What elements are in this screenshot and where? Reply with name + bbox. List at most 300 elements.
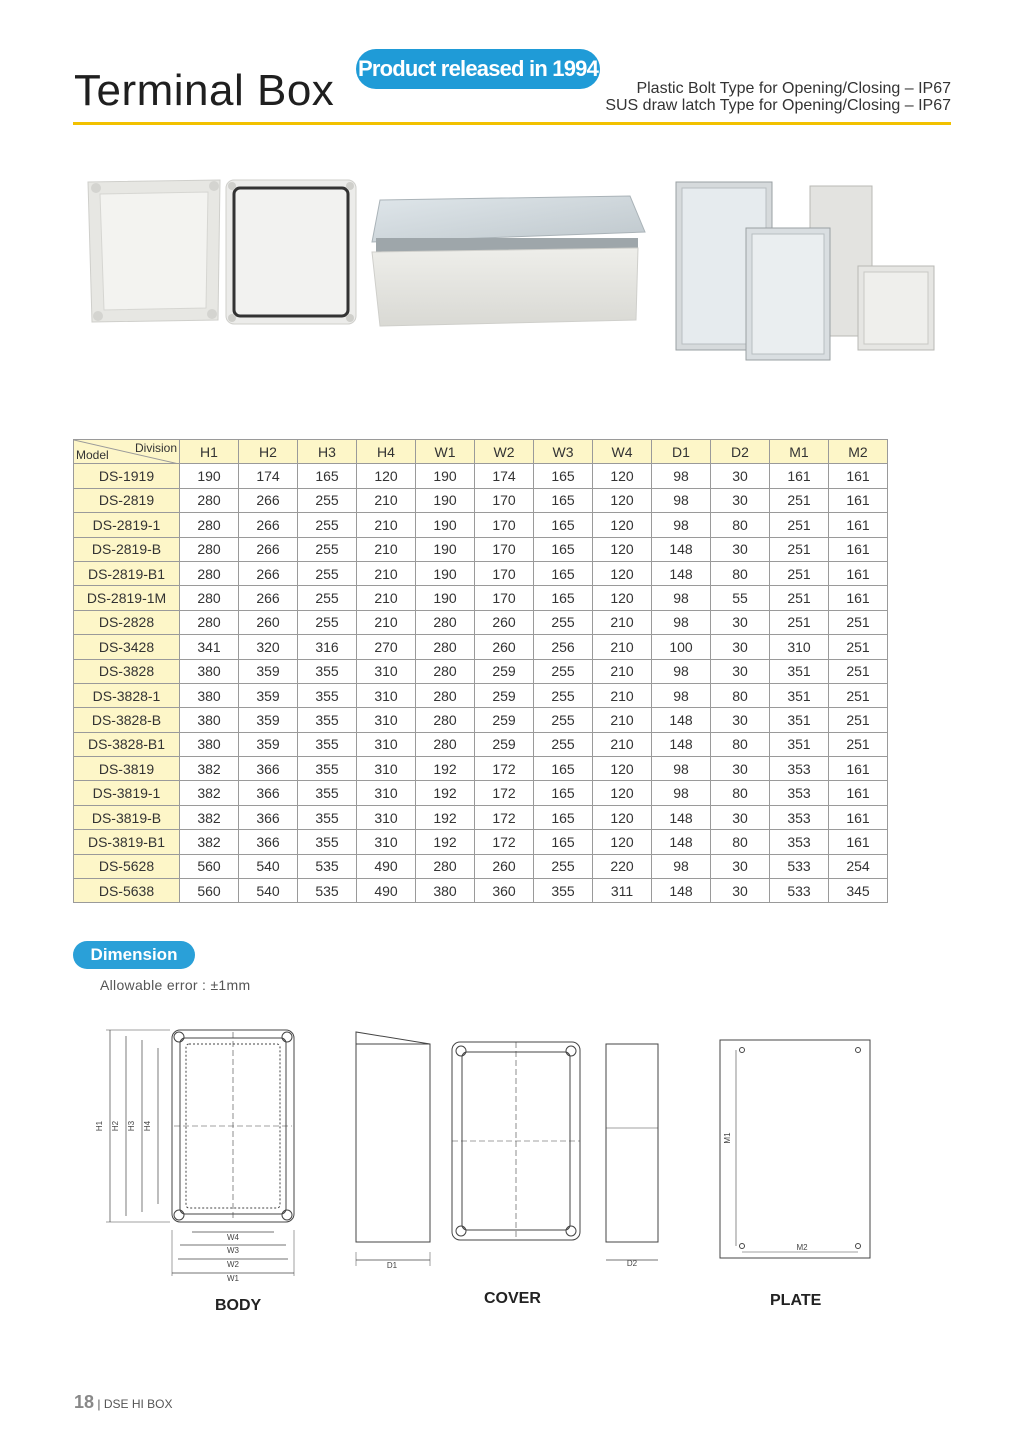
value-cell: 366 bbox=[239, 830, 298, 854]
value-cell: 266 bbox=[239, 537, 298, 561]
model-cell: DS-3819 bbox=[74, 757, 180, 781]
value-cell: 259 bbox=[475, 659, 534, 683]
value-cell: 251 bbox=[770, 513, 829, 537]
open-box-photo bbox=[88, 180, 220, 322]
value-cell: 120 bbox=[593, 781, 652, 805]
value-cell: 210 bbox=[357, 561, 416, 585]
value-cell: 560 bbox=[180, 854, 239, 878]
w4-label: W4 bbox=[227, 1233, 239, 1242]
value-cell: 351 bbox=[770, 683, 829, 707]
plate-drawing bbox=[720, 1040, 870, 1258]
value-cell: 251 bbox=[829, 635, 888, 659]
value-cell: 161 bbox=[829, 537, 888, 561]
value-cell: 280 bbox=[416, 610, 475, 634]
value-cell: 210 bbox=[357, 586, 416, 610]
product-photos bbox=[70, 170, 940, 390]
value-cell: 80 bbox=[711, 781, 770, 805]
value-cell: 120 bbox=[593, 805, 652, 829]
body-drawing bbox=[95, 1030, 294, 1283]
value-cell: 161 bbox=[829, 586, 888, 610]
value-cell: 161 bbox=[829, 757, 888, 781]
value-cell: 310 bbox=[770, 635, 829, 659]
col-header: H2 bbox=[239, 440, 298, 464]
value-cell: 380 bbox=[180, 732, 239, 756]
value-cell: 310 bbox=[357, 708, 416, 732]
w3-label: W3 bbox=[227, 1246, 239, 1255]
value-cell: 316 bbox=[298, 635, 357, 659]
model-cell: DS-3828-B bbox=[74, 708, 180, 732]
value-cell: 355 bbox=[298, 757, 357, 781]
page-title: Terminal Box bbox=[74, 66, 335, 115]
value-cell: 251 bbox=[829, 708, 888, 732]
value-cell: 80 bbox=[711, 561, 770, 585]
value-cell: 30 bbox=[711, 488, 770, 512]
table-row bbox=[74, 513, 888, 537]
table-row bbox=[74, 537, 888, 561]
table-row bbox=[74, 586, 888, 610]
table-row bbox=[74, 879, 888, 903]
value-cell: 310 bbox=[357, 732, 416, 756]
value-cell: 161 bbox=[829, 830, 888, 854]
value-cell: 30 bbox=[711, 757, 770, 781]
footer-brand: | DSE HI BOX bbox=[97, 1397, 173, 1411]
col-header: H1 bbox=[180, 440, 239, 464]
value-cell: 353 bbox=[770, 781, 829, 805]
h3-label: H3 bbox=[127, 1120, 136, 1132]
corner-model-label: Model bbox=[76, 448, 109, 463]
subtitle-block bbox=[605, 80, 951, 114]
model-cell: DS-3828-1 bbox=[74, 683, 180, 707]
value-cell: 170 bbox=[475, 561, 534, 585]
value-cell: 256 bbox=[534, 635, 593, 659]
value-cell: 165 bbox=[534, 757, 593, 781]
value-cell: 254 bbox=[829, 854, 888, 878]
value-cell: 251 bbox=[829, 659, 888, 683]
value-cell: 98 bbox=[652, 659, 711, 683]
value-cell: 161 bbox=[829, 488, 888, 512]
value-cell: 161 bbox=[829, 805, 888, 829]
value-cell: 190 bbox=[180, 464, 239, 488]
h2-label: H2 bbox=[111, 1120, 120, 1132]
value-cell: 190 bbox=[416, 513, 475, 537]
value-cell: 310 bbox=[357, 757, 416, 781]
value-cell: 80 bbox=[711, 683, 770, 707]
value-cell: 251 bbox=[770, 561, 829, 585]
page-number: 18 bbox=[74, 1392, 95, 1412]
value-cell: 359 bbox=[239, 732, 298, 756]
table-body bbox=[74, 464, 888, 903]
model-cell: DS-3819-B1 bbox=[74, 830, 180, 854]
value-cell: 210 bbox=[357, 513, 416, 537]
cover-front-drawing bbox=[452, 1042, 580, 1240]
value-cell: 255 bbox=[298, 537, 357, 561]
value-cell: 260 bbox=[239, 610, 298, 634]
value-cell: 311 bbox=[593, 879, 652, 903]
value-cell: 172 bbox=[475, 757, 534, 781]
model-cell: DS-5638 bbox=[74, 879, 180, 903]
model-cell: DS-2828 bbox=[74, 610, 180, 634]
value-cell: 280 bbox=[416, 854, 475, 878]
value-cell: 251 bbox=[770, 586, 829, 610]
value-cell: 490 bbox=[357, 879, 416, 903]
table-row bbox=[74, 635, 888, 659]
value-cell: 310 bbox=[357, 830, 416, 854]
value-cell: 165 bbox=[534, 513, 593, 537]
value-cell: 190 bbox=[416, 488, 475, 512]
plate-caption: PLATE bbox=[770, 1292, 822, 1309]
value-cell: 345 bbox=[829, 879, 888, 903]
spec-table bbox=[73, 439, 888, 903]
value-cell: 55 bbox=[711, 586, 770, 610]
value-cell: 98 bbox=[652, 683, 711, 707]
value-cell: 251 bbox=[829, 683, 888, 707]
dimension-drawings bbox=[80, 1018, 900, 1308]
value-cell: 148 bbox=[652, 561, 711, 585]
model-cell: DS-2819-1M bbox=[74, 586, 180, 610]
value-cell: 98 bbox=[652, 854, 711, 878]
value-cell: 172 bbox=[475, 830, 534, 854]
table-row bbox=[74, 464, 888, 488]
table-row bbox=[74, 488, 888, 512]
value-cell: 380 bbox=[180, 659, 239, 683]
cover-photo bbox=[226, 180, 356, 324]
value-cell: 266 bbox=[239, 488, 298, 512]
value-cell: 30 bbox=[711, 708, 770, 732]
value-cell: 351 bbox=[770, 708, 829, 732]
value-cell: 190 bbox=[416, 561, 475, 585]
value-cell: 251 bbox=[770, 610, 829, 634]
col-header: H3 bbox=[298, 440, 357, 464]
value-cell: 210 bbox=[357, 610, 416, 634]
value-cell: 192 bbox=[416, 757, 475, 781]
value-cell: 266 bbox=[239, 586, 298, 610]
col-header: W2 bbox=[475, 440, 534, 464]
value-cell: 535 bbox=[298, 879, 357, 903]
m2-label: M2 bbox=[796, 1243, 808, 1252]
value-cell: 359 bbox=[239, 683, 298, 707]
model-cell: DS-3819-1 bbox=[74, 781, 180, 805]
value-cell: 351 bbox=[770, 659, 829, 683]
value-cell: 255 bbox=[298, 586, 357, 610]
cover-caption: COVER bbox=[484, 1290, 541, 1307]
value-cell: 533 bbox=[770, 879, 829, 903]
value-cell: 260 bbox=[475, 854, 534, 878]
header-rule bbox=[73, 122, 951, 125]
value-cell: 260 bbox=[475, 610, 534, 634]
value-cell: 165 bbox=[534, 561, 593, 585]
value-cell: 170 bbox=[475, 586, 534, 610]
subtitle-line-2: SUS draw latch Type for Opening/Closing – IP67 bbox=[605, 97, 951, 114]
value-cell: 98 bbox=[652, 610, 711, 634]
value-cell: 280 bbox=[180, 488, 239, 512]
value-cell: 174 bbox=[239, 464, 298, 488]
value-cell: 148 bbox=[652, 537, 711, 561]
col-header: W1 bbox=[416, 440, 475, 464]
value-cell: 220 bbox=[593, 854, 652, 878]
value-cell: 210 bbox=[593, 610, 652, 634]
col-header: M2 bbox=[829, 440, 888, 464]
value-cell: 355 bbox=[298, 683, 357, 707]
table-row bbox=[74, 708, 888, 732]
value-cell: 98 bbox=[652, 464, 711, 488]
value-cell: 148 bbox=[652, 708, 711, 732]
value-cell: 259 bbox=[475, 683, 534, 707]
value-cell: 341 bbox=[180, 635, 239, 659]
value-cell: 210 bbox=[593, 708, 652, 732]
value-cell: 251 bbox=[770, 537, 829, 561]
value-cell: 120 bbox=[357, 464, 416, 488]
value-cell: 172 bbox=[475, 805, 534, 829]
value-cell: 351 bbox=[770, 732, 829, 756]
value-cell: 30 bbox=[711, 659, 770, 683]
value-cell: 266 bbox=[239, 513, 298, 537]
allowable-error: Allowable error : ±1mm bbox=[100, 977, 251, 993]
value-cell: 30 bbox=[711, 537, 770, 561]
subtitle-line-1: Plastic Bolt Type for Opening/Closing – IP67 bbox=[636, 80, 951, 97]
value-cell: 98 bbox=[652, 488, 711, 512]
cover-side2-drawing bbox=[606, 1044, 658, 1268]
value-cell: 161 bbox=[829, 464, 888, 488]
value-cell: 98 bbox=[652, 781, 711, 805]
table-row bbox=[74, 781, 888, 805]
value-cell: 148 bbox=[652, 732, 711, 756]
value-cell: 353 bbox=[770, 830, 829, 854]
value-cell: 255 bbox=[298, 561, 357, 585]
w1-label: W1 bbox=[227, 1274, 239, 1283]
value-cell: 120 bbox=[593, 561, 652, 585]
d1-label: D1 bbox=[386, 1261, 398, 1270]
value-cell: 280 bbox=[416, 732, 475, 756]
value-cell: 266 bbox=[239, 561, 298, 585]
value-cell: 251 bbox=[829, 610, 888, 634]
value-cell: 355 bbox=[298, 708, 357, 732]
model-cell: DS-2819-B bbox=[74, 537, 180, 561]
h1-label: H1 bbox=[95, 1120, 104, 1132]
col-header: W4 bbox=[593, 440, 652, 464]
value-cell: 490 bbox=[357, 854, 416, 878]
value-cell: 30 bbox=[711, 879, 770, 903]
table-corner-cell bbox=[74, 440, 180, 464]
value-cell: 165 bbox=[534, 830, 593, 854]
value-cell: 120 bbox=[593, 830, 652, 854]
value-cell: 190 bbox=[416, 586, 475, 610]
value-cell: 165 bbox=[534, 805, 593, 829]
value-cell: 540 bbox=[239, 879, 298, 903]
value-cell: 120 bbox=[593, 586, 652, 610]
value-cell: 172 bbox=[475, 781, 534, 805]
table-row bbox=[74, 757, 888, 781]
value-cell: 100 bbox=[652, 635, 711, 659]
table-row bbox=[74, 805, 888, 829]
value-cell: 560 bbox=[180, 879, 239, 903]
value-cell: 251 bbox=[829, 732, 888, 756]
value-cell: 380 bbox=[416, 879, 475, 903]
col-header: W3 bbox=[534, 440, 593, 464]
value-cell: 161 bbox=[829, 561, 888, 585]
m1-label: M1 bbox=[723, 1132, 732, 1144]
value-cell: 30 bbox=[711, 805, 770, 829]
value-cell: 359 bbox=[239, 708, 298, 732]
model-cell: DS-2819 bbox=[74, 488, 180, 512]
value-cell: 80 bbox=[711, 732, 770, 756]
value-cell: 98 bbox=[652, 586, 711, 610]
value-cell: 161 bbox=[829, 781, 888, 805]
value-cell: 161 bbox=[829, 513, 888, 537]
value-cell: 120 bbox=[593, 537, 652, 561]
value-cell: 165 bbox=[534, 537, 593, 561]
model-cell: DS-3828 bbox=[74, 659, 180, 683]
value-cell: 255 bbox=[534, 659, 593, 683]
model-cell: DS-3428 bbox=[74, 635, 180, 659]
value-cell: 255 bbox=[298, 488, 357, 512]
value-cell: 210 bbox=[357, 488, 416, 512]
value-cell: 382 bbox=[180, 830, 239, 854]
value-cell: 192 bbox=[416, 805, 475, 829]
value-cell: 255 bbox=[534, 732, 593, 756]
table-row bbox=[74, 683, 888, 707]
table-row bbox=[74, 659, 888, 683]
value-cell: 382 bbox=[180, 781, 239, 805]
value-cell: 170 bbox=[475, 513, 534, 537]
value-cell: 98 bbox=[652, 513, 711, 537]
value-cell: 255 bbox=[534, 683, 593, 707]
value-cell: 120 bbox=[593, 464, 652, 488]
value-cell: 30 bbox=[711, 610, 770, 634]
value-cell: 270 bbox=[357, 635, 416, 659]
value-cell: 535 bbox=[298, 854, 357, 878]
value-cell: 310 bbox=[357, 805, 416, 829]
box-group-photo bbox=[676, 182, 934, 360]
value-cell: 359 bbox=[239, 659, 298, 683]
model-cell: DS-2819-B1 bbox=[74, 561, 180, 585]
value-cell: 148 bbox=[652, 830, 711, 854]
value-cell: 355 bbox=[298, 830, 357, 854]
value-cell: 366 bbox=[239, 781, 298, 805]
h4-label: H4 bbox=[143, 1120, 152, 1132]
table-row bbox=[74, 830, 888, 854]
value-cell: 120 bbox=[593, 513, 652, 537]
value-cell: 280 bbox=[180, 561, 239, 585]
value-cell: 310 bbox=[357, 659, 416, 683]
value-cell: 366 bbox=[239, 805, 298, 829]
corner-division-label: Division bbox=[134, 441, 177, 455]
value-cell: 161 bbox=[770, 464, 829, 488]
table-row bbox=[74, 561, 888, 585]
value-cell: 280 bbox=[416, 659, 475, 683]
value-cell: 170 bbox=[475, 488, 534, 512]
value-cell: 380 bbox=[180, 683, 239, 707]
model-cell: DS-3828-B1 bbox=[74, 732, 180, 756]
value-cell: 280 bbox=[416, 683, 475, 707]
value-cell: 255 bbox=[298, 513, 357, 537]
value-cell: 255 bbox=[298, 610, 357, 634]
value-cell: 210 bbox=[357, 537, 416, 561]
value-cell: 120 bbox=[593, 488, 652, 512]
table-row bbox=[74, 854, 888, 878]
value-cell: 280 bbox=[180, 586, 239, 610]
value-cell: 98 bbox=[652, 757, 711, 781]
value-cell: 255 bbox=[534, 854, 593, 878]
value-cell: 355 bbox=[298, 805, 357, 829]
value-cell: 165 bbox=[298, 464, 357, 488]
value-cell: 174 bbox=[475, 464, 534, 488]
value-cell: 192 bbox=[416, 830, 475, 854]
value-cell: 380 bbox=[180, 708, 239, 732]
value-cell: 148 bbox=[652, 805, 711, 829]
value-cell: 540 bbox=[239, 854, 298, 878]
value-cell: 165 bbox=[534, 464, 593, 488]
value-cell: 148 bbox=[652, 879, 711, 903]
dimension-badge: Dimension bbox=[73, 941, 195, 969]
value-cell: 30 bbox=[711, 464, 770, 488]
value-cell: 310 bbox=[357, 781, 416, 805]
value-cell: 353 bbox=[770, 805, 829, 829]
value-cell: 382 bbox=[180, 757, 239, 781]
col-header: M1 bbox=[770, 440, 829, 464]
value-cell: 120 bbox=[593, 757, 652, 781]
value-cell: 192 bbox=[416, 781, 475, 805]
value-cell: 190 bbox=[416, 464, 475, 488]
model-cell: DS-5628 bbox=[74, 854, 180, 878]
value-cell: 30 bbox=[711, 854, 770, 878]
d2-label: D2 bbox=[626, 1259, 638, 1268]
value-cell: 259 bbox=[475, 708, 534, 732]
w2-label: W2 bbox=[227, 1260, 239, 1269]
model-cell: DS-1919 bbox=[74, 464, 180, 488]
table-header-row bbox=[74, 440, 888, 464]
value-cell: 280 bbox=[416, 708, 475, 732]
value-cell: 280 bbox=[180, 513, 239, 537]
value-cell: 80 bbox=[711, 830, 770, 854]
cover-side-drawing bbox=[356, 1032, 430, 1270]
value-cell: 80 bbox=[711, 513, 770, 537]
page-footer bbox=[74, 1392, 173, 1413]
value-cell: 210 bbox=[593, 732, 652, 756]
col-header: H4 bbox=[357, 440, 416, 464]
value-cell: 170 bbox=[475, 537, 534, 561]
value-cell: 355 bbox=[298, 781, 357, 805]
value-cell: 366 bbox=[239, 757, 298, 781]
value-cell: 210 bbox=[593, 659, 652, 683]
body-caption: BODY bbox=[215, 1297, 262, 1314]
clear-lid-box-photo bbox=[372, 196, 645, 326]
value-cell: 259 bbox=[475, 732, 534, 756]
value-cell: 260 bbox=[475, 635, 534, 659]
value-cell: 280 bbox=[416, 635, 475, 659]
value-cell: 280 bbox=[180, 537, 239, 561]
value-cell: 320 bbox=[239, 635, 298, 659]
value-cell: 210 bbox=[593, 635, 652, 659]
value-cell: 30 bbox=[711, 635, 770, 659]
model-cell: DS-2819-1 bbox=[74, 513, 180, 537]
value-cell: 280 bbox=[180, 610, 239, 634]
value-cell: 353 bbox=[770, 757, 829, 781]
value-cell: 165 bbox=[534, 586, 593, 610]
value-cell: 355 bbox=[534, 879, 593, 903]
value-cell: 210 bbox=[593, 683, 652, 707]
value-cell: 355 bbox=[298, 659, 357, 683]
value-cell: 251 bbox=[770, 488, 829, 512]
release-badge: Product released in 1994 bbox=[356, 49, 600, 89]
value-cell: 165 bbox=[534, 488, 593, 512]
value-cell: 310 bbox=[357, 683, 416, 707]
col-header: D1 bbox=[652, 440, 711, 464]
col-header: D2 bbox=[711, 440, 770, 464]
value-cell: 165 bbox=[534, 781, 593, 805]
value-cell: 355 bbox=[298, 732, 357, 756]
model-cell: DS-3819-B bbox=[74, 805, 180, 829]
value-cell: 533 bbox=[770, 854, 829, 878]
